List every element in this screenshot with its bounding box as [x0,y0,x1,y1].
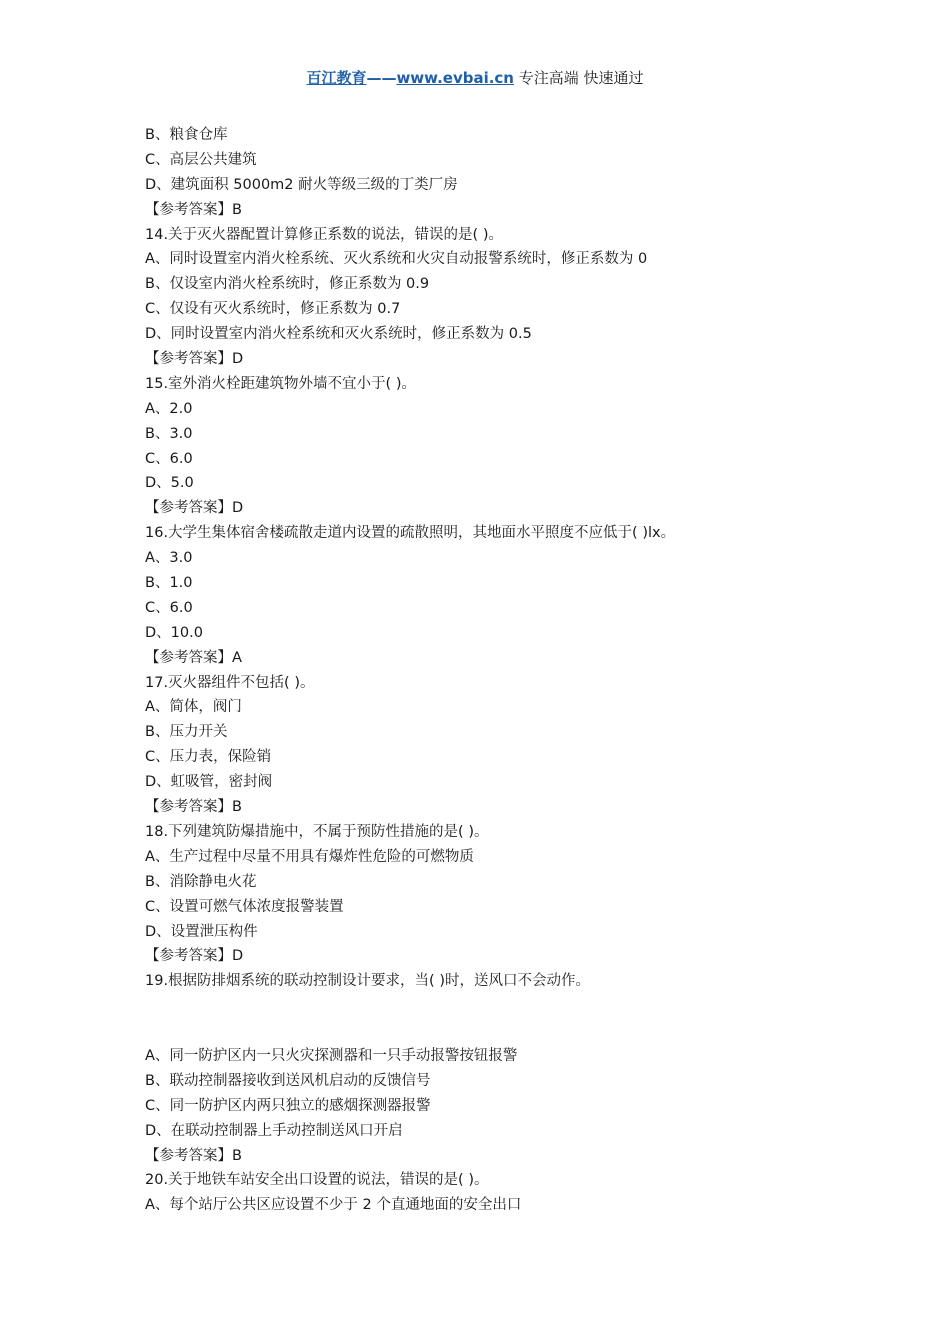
question-line: 16.大学生集体宿舍楼疏散走道内设置的疏散照明，其地面水平照度不应低于( )lx。 [145,525,676,542]
option-line: A、简体，阀门 [145,699,242,716]
option-line: B、3.0 [145,425,193,442]
option-line: A、同一防护区内一只火灾探测器和一只手动报警按钮报警 [145,1047,518,1064]
option-line: C、设置可燃气体浓度报警装置 [145,898,344,915]
blank-space [145,994,865,1044]
option-line: C、压力表，保险销 [145,749,272,766]
option-line: C、6.0 [145,599,193,616]
option-line: D、5.0 [145,475,194,492]
option-line: C、仅设有灭火系统时，修正系数为 0.7 [145,301,401,318]
header-slogan: 专注高端 快速通过 [514,69,644,87]
option-line: B、联动控制器接收到送风机启动的反馈信号 [145,1072,431,1089]
question-line: 14.关于灭火器配置计算修正系数的说法，错误的是( )。 [145,226,503,243]
brand-link[interactable]: 百江教育 [306,69,367,87]
answer-line: 【参考答案】D [145,948,244,965]
page-header [0,66,950,90]
option-line: A、同时设置室内消火栓系统、灭火系统和火灾自动报警系统时，修正系数为 0 [145,251,648,268]
document-body [145,123,865,1218]
option-line: B、仅设室内消火栓系统时，修正系数为 0.9 [145,276,430,293]
question-line: 19.根据防排烟系统的联动控制设计要求，当( )时，送风口不会动作。 [145,973,590,990]
question-line: 17.灭火器组件不包括( )。 [145,674,315,691]
option-line: B、压力开关 [145,724,228,741]
answer-line: 【参考答案】A [145,649,242,666]
option-line: D、建筑面积 5000m2 耐火等级三级的丁类厂房 [145,176,458,193]
answer-line: 【参考答案】B [145,1147,242,1164]
answer-line: 【参考答案】D [145,500,244,517]
option-line: B、消除静电火花 [145,873,257,890]
option-line: D、设置泄压构件 [145,923,258,940]
option-line: D、虹吸管，密封阀 [145,774,273,791]
option-line: D、10.0 [145,624,203,641]
option-line: B、1.0 [145,575,193,592]
question-line: 15.室外消火栓距建筑物外墙不宜小于( )。 [145,375,416,392]
option-line: D、在联动控制器上手动控制送风口开启 [145,1122,403,1139]
option-line: A、3.0 [145,550,193,567]
option-line: A、2.0 [145,400,193,417]
option-line: C、高层公共建筑 [145,151,257,168]
answer-line: 【参考答案】B [145,201,242,218]
option-line: A、每个站厅公共区应设置不少于 2 个直通地面的安全出口 [145,1197,522,1214]
option-line: B、粮食仓库 [145,127,228,143]
answer-line: 【参考答案】B [145,799,242,816]
option-line: C、6.0 [145,450,193,467]
question-line: 18.下列建筑防爆措施中，不属于预防性措施的是( )。 [145,823,489,840]
option-line: A、生产过程中尽量不用具有爆炸性危险的可燃物质 [145,848,474,865]
option-line: C、同一防护区内两只独立的感烟探测器报警 [145,1097,431,1114]
question-line: 20.关于地铁车站安全出口设置的说法，错误的是( )。 [145,1172,489,1189]
website-link[interactable]: www.evbai.cn [396,69,514,87]
answer-line: 【参考答案】D [145,351,244,368]
header-dash: —— [366,69,397,87]
option-line: D、同时设置室内消火栓系统和灭火系统时，修正系数为 0.5 [145,326,532,343]
